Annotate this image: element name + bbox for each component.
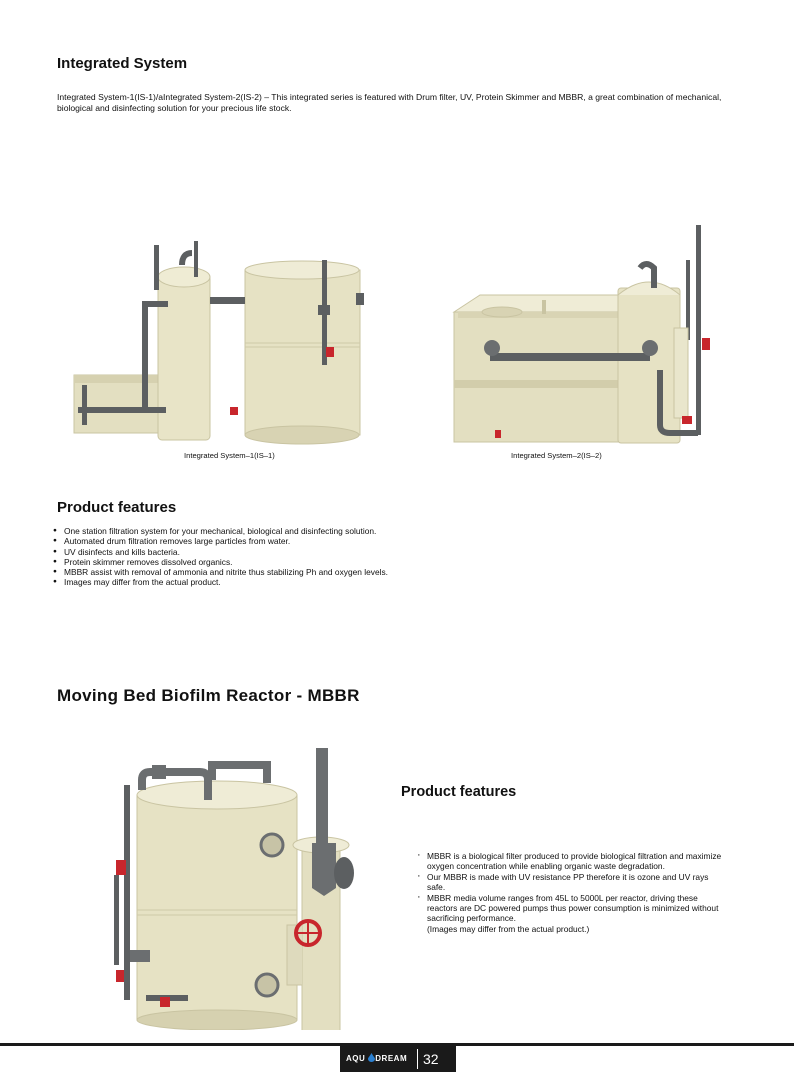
mbbr-reactor-image bbox=[112, 745, 382, 1030]
water-drop-icon bbox=[368, 1053, 375, 1062]
caption-is-2: Integrated System–2(IS–2) bbox=[511, 451, 602, 460]
list-item: (Images may differ from the actual product.) bbox=[427, 923, 590, 934]
list-item: · Our MBBR is made with UV resistance PP therefore it is ozone and UV rays safe. bbox=[416, 872, 726, 893]
section-title-integrated-system: Integrated System bbox=[57, 55, 188, 72]
integrated-system-description: Integrated System-1(IS-1)/aIntegrated System-2(IS-2) – This integrated series is featured with Drum filter, UV, Protein Skimmer and MBBR, a great combination of mechanical, biological and disinfecting solution for your precious life stock. bbox=[57, 92, 722, 113]
mbbr-product-features-list bbox=[416, 851, 726, 934]
list-item: ● Automated drum filtration removes large particles from water. bbox=[53, 536, 413, 546]
footer-divider bbox=[417, 1049, 418, 1069]
list-item: ● UV disinfects and kills bacteria. bbox=[53, 547, 413, 557]
logo-text-right: DREAM bbox=[375, 1054, 408, 1063]
brand-logo bbox=[346, 1054, 407, 1063]
section-title-mbbr: Moving Bed Biofilm Reactor - MBBR bbox=[57, 686, 360, 705]
caption-is-1: Integrated System–1(IS–1) bbox=[184, 451, 275, 460]
mbbr-product-features-title: Product features bbox=[401, 784, 517, 800]
list-item: · MBBR is a biological filter produced to provide biological filtration and maximize oxygen concentration while enabling organic waste degradation. bbox=[416, 851, 726, 872]
page-number: 32 bbox=[423, 1051, 439, 1067]
product-features-list bbox=[53, 526, 413, 588]
list-item: ● Images may differ from the actual product. bbox=[53, 577, 413, 587]
product-features-title: Product features bbox=[57, 499, 177, 516]
integrated-system-1-image bbox=[70, 235, 370, 445]
list-item: ● One station filtration system for your mechanical, biological and disinfecting solution. bbox=[53, 526, 413, 536]
list-item: · MBBR media volume ranges from 45L to 5000L per reactor, driving these reactors are DC powered pumps thus power consumption is minimized without sacrificing performance. bbox=[416, 893, 726, 924]
list-item: ● Protein skimmer removes dissolved organics. bbox=[53, 557, 413, 567]
logo-text-left: AQU bbox=[346, 1054, 366, 1063]
list-item: ● MBBR assist with removal of ammonia and nitrite thus stabilizing Ph and oxygen levels. bbox=[53, 567, 413, 577]
integrated-system-2-image bbox=[450, 220, 730, 448]
